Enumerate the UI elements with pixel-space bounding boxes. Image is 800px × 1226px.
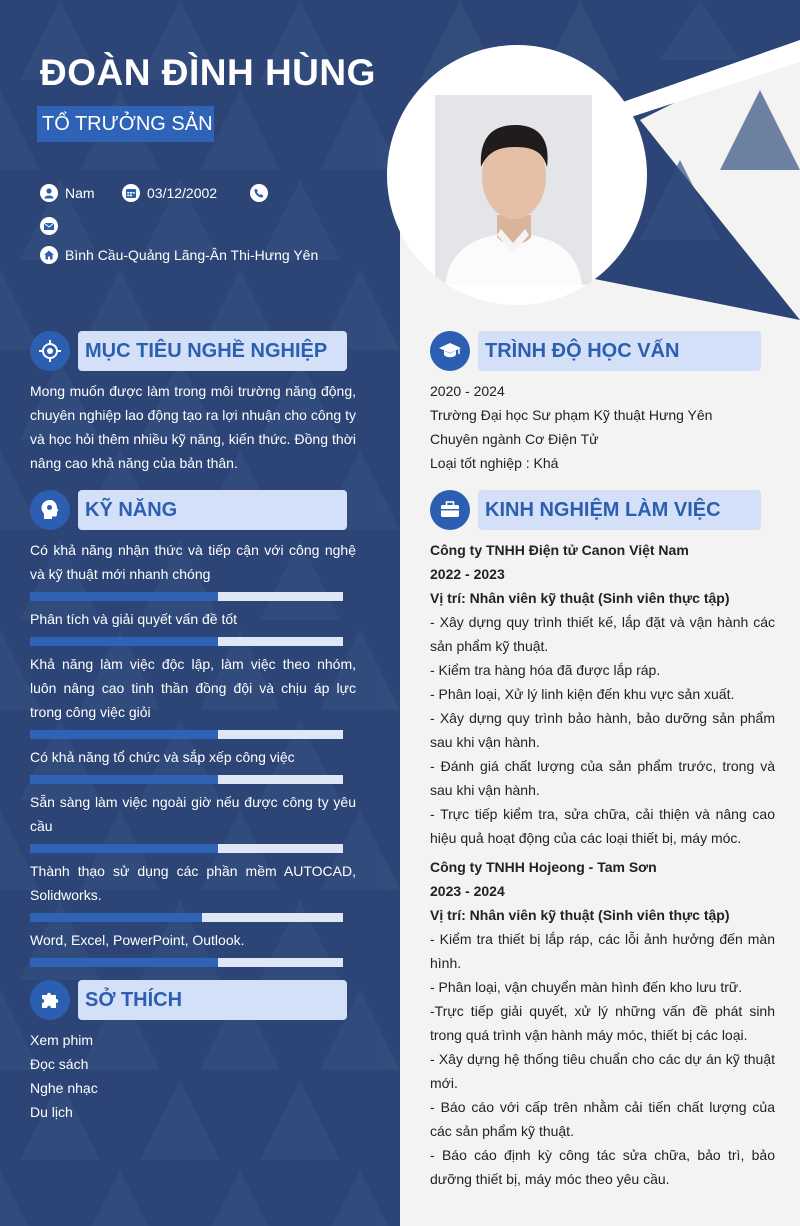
phone-info bbox=[250, 184, 275, 202]
candidate-name: ĐOÀN ĐÌNH HÙNG bbox=[40, 52, 376, 93]
skill-item bbox=[30, 790, 356, 853]
skill-bar-fill bbox=[30, 637, 218, 646]
education-section-header bbox=[430, 331, 761, 371]
profile-photo-frame bbox=[387, 45, 647, 305]
skill-bar-fill bbox=[30, 730, 218, 739]
hobby-item: Đọc sách bbox=[30, 1056, 89, 1072]
address-info bbox=[40, 246, 318, 264]
hobby-item: Xem phim bbox=[30, 1032, 94, 1048]
email-info bbox=[40, 217, 65, 235]
skill-label: Phân tích và giải quyết vấn đề tốt bbox=[30, 611, 238, 627]
skill-bar-fill bbox=[30, 913, 202, 922]
task-item: -Trực tiếp giải quyết, xử lý những vấn đề phát sinh trong quá trình vận hành máy móc, thiết bị các loại. bbox=[430, 1003, 775, 1043]
task-item: - Kiểm tra hàng hóa đã được lắp ráp. bbox=[430, 662, 661, 678]
skills-section-header bbox=[30, 490, 347, 530]
skill-bar-fill bbox=[30, 844, 218, 853]
education-details bbox=[430, 379, 712, 475]
experience-title: KINH NGHIỆM LÀM VIỆC bbox=[485, 499, 721, 521]
company-name: Công ty TNHH Điện tử Canon Việt Nam bbox=[430, 542, 689, 558]
phone-icon bbox=[250, 184, 268, 202]
task-item: - Phân loại, Xử lý linh kiện đến khu vực sản xuất. bbox=[430, 686, 735, 702]
company-name: Công ty TNHH Hojeong - Tam Sơn bbox=[430, 859, 657, 875]
graduation-cap-icon bbox=[430, 331, 470, 371]
hobbies-section-header bbox=[30, 980, 347, 1020]
experience-position: Vị trí: Nhân viên kỹ thuật (Sinh viên thực tập) bbox=[430, 907, 730, 923]
target-icon bbox=[30, 331, 70, 371]
skill-item bbox=[30, 859, 356, 922]
task-item: - Báo cáo định kỳ công tác sửa chữa, bảo trì, bảo dưỡng thiết bị, máy móc theo yêu cầu. bbox=[430, 1147, 775, 1187]
brain-head-icon bbox=[30, 490, 70, 530]
task-item: - Báo cáo với cấp trên nhằm cải tiến chất lượng của các sản phẩm kỹ thuật. bbox=[430, 1099, 775, 1139]
education-school: Trường Đại học Sư phạm Kỹ thuật Hưng Yên bbox=[430, 407, 713, 423]
education-major: Chuyên ngành Cơ Điện Tử bbox=[430, 431, 599, 447]
hobbies-list bbox=[30, 1028, 98, 1124]
address-text: Bình Cầu-Quảng Lãng-Ân Thi-Hưng Yên bbox=[65, 247, 319, 263]
job-title-badge: TỔ TRƯỞNG SẢN bbox=[37, 106, 214, 142]
email-icon bbox=[40, 217, 58, 235]
skill-label: Thành thạo sử dụng các phần mềm AUTOCAD, Solidworks. bbox=[30, 863, 356, 903]
briefcase-icon bbox=[430, 490, 470, 530]
task-item: - Đánh giá chất lượng của sản phẩm trước, trong và sau khi vận hành. bbox=[430, 758, 775, 798]
skill-item bbox=[30, 538, 356, 601]
task-item: - Xây dựng hệ thống tiêu chuẩn cho các dự án kỹ thuật mới. bbox=[430, 1051, 775, 1091]
task-item: - Phân loại, vận chuyển màn hình đến kho lưu trữ. bbox=[430, 979, 743, 995]
skill-bar-track bbox=[30, 958, 343, 967]
calendar-icon bbox=[122, 184, 140, 202]
task-item: - Xây dựng quy trình bảo hành, bảo dưỡng sản phẩm sau khi vận hành. bbox=[430, 710, 775, 750]
gender-info bbox=[40, 184, 95, 202]
hobby-item: Nghe nhạc bbox=[30, 1080, 98, 1096]
skill-bar-track bbox=[30, 913, 343, 922]
education-grade: Loại tốt nghiệp : Khá bbox=[430, 455, 559, 471]
education-title: TRÌNH ĐỘ HỌC VẤN bbox=[485, 340, 680, 362]
experience-years: 2023 - 2024 bbox=[430, 883, 505, 899]
skill-label: Word, Excel, PowerPoint, Outlook. bbox=[30, 932, 245, 948]
objective-title: MỤC TIÊU NGHỀ NGHIỆP bbox=[85, 340, 328, 362]
skill-label: Có khả năng tổ chức và sắp xếp công việc bbox=[30, 749, 295, 765]
skill-label: Sẵn sàng làm việc ngoài giờ nếu được công ty yêu cầu bbox=[30, 794, 356, 834]
experience-position: Vị trí: Nhân viên kỹ thuật (Sinh viên thực tập) bbox=[430, 590, 730, 606]
experience-entry bbox=[430, 538, 775, 850]
skill-bar-track bbox=[30, 775, 343, 784]
skill-item bbox=[30, 607, 356, 646]
user-icon bbox=[40, 184, 58, 202]
hobby-item: Du lịch bbox=[30, 1104, 73, 1120]
experience-section-header bbox=[430, 490, 761, 530]
skill-bar-track bbox=[30, 592, 343, 601]
skill-bar-track bbox=[30, 637, 343, 646]
skill-item bbox=[30, 928, 356, 967]
objective-section-header bbox=[30, 331, 347, 371]
skill-label: Khả năng làm việc độc lập, làm việc theo nhóm, luôn nâng cao tinh thần đồng đội và chịu áp lực trong công việc giỏi bbox=[30, 656, 356, 720]
skill-bar-fill bbox=[30, 775, 218, 784]
home-icon bbox=[40, 246, 58, 264]
profile-photo bbox=[435, 95, 592, 285]
task-item: - Trực tiếp kiểm tra, sửa chữa, cải thiện và nâng cao hiệu quả hoạt động của các loại thiết bị, máy móc. bbox=[430, 806, 775, 846]
puzzle-icon bbox=[30, 980, 70, 1020]
experience-years: 2022 - 2023 bbox=[430, 566, 505, 582]
skill-bar-fill bbox=[30, 958, 218, 967]
gender-text: Nam bbox=[65, 185, 95, 201]
skill-bar-track bbox=[30, 730, 343, 739]
skill-bar-track bbox=[30, 844, 343, 853]
skill-label: Có khả năng nhận thức và tiếp cận với công nghệ và kỹ thuật mới nhanh chóng bbox=[30, 542, 356, 582]
experience-entry bbox=[430, 855, 775, 1191]
task-item: - Xây dựng quy trình thiết kế, lắp đặt và vận hành các sản phẩm kỹ thuật. bbox=[430, 614, 775, 654]
dob-info bbox=[122, 184, 217, 202]
skill-bar-fill bbox=[30, 592, 218, 601]
experience-list bbox=[430, 538, 775, 1191]
education-years: 2020 - 2024 bbox=[430, 383, 505, 399]
hobbies-title: SỞ THÍCH bbox=[85, 989, 183, 1011]
dob-text: 03/12/2002 bbox=[147, 185, 218, 201]
task-item: - Kiểm tra thiết bị lắp ráp, các lỗi ảnh hưởng đến màn hình. bbox=[430, 931, 775, 971]
skill-item bbox=[30, 652, 356, 739]
skills-title: KỸ NĂNG bbox=[85, 499, 178, 521]
skill-item bbox=[30, 745, 356, 784]
objective-text: Mong muốn được làm trong môi trường năng động, chuyên nghiệp lao động tạo ra lợi nhuận cho công ty và học hỏi thêm nhiều kỹ năng, kiến thức. Đồng thời nâng cao khả năng của bản thân. bbox=[30, 383, 356, 471]
